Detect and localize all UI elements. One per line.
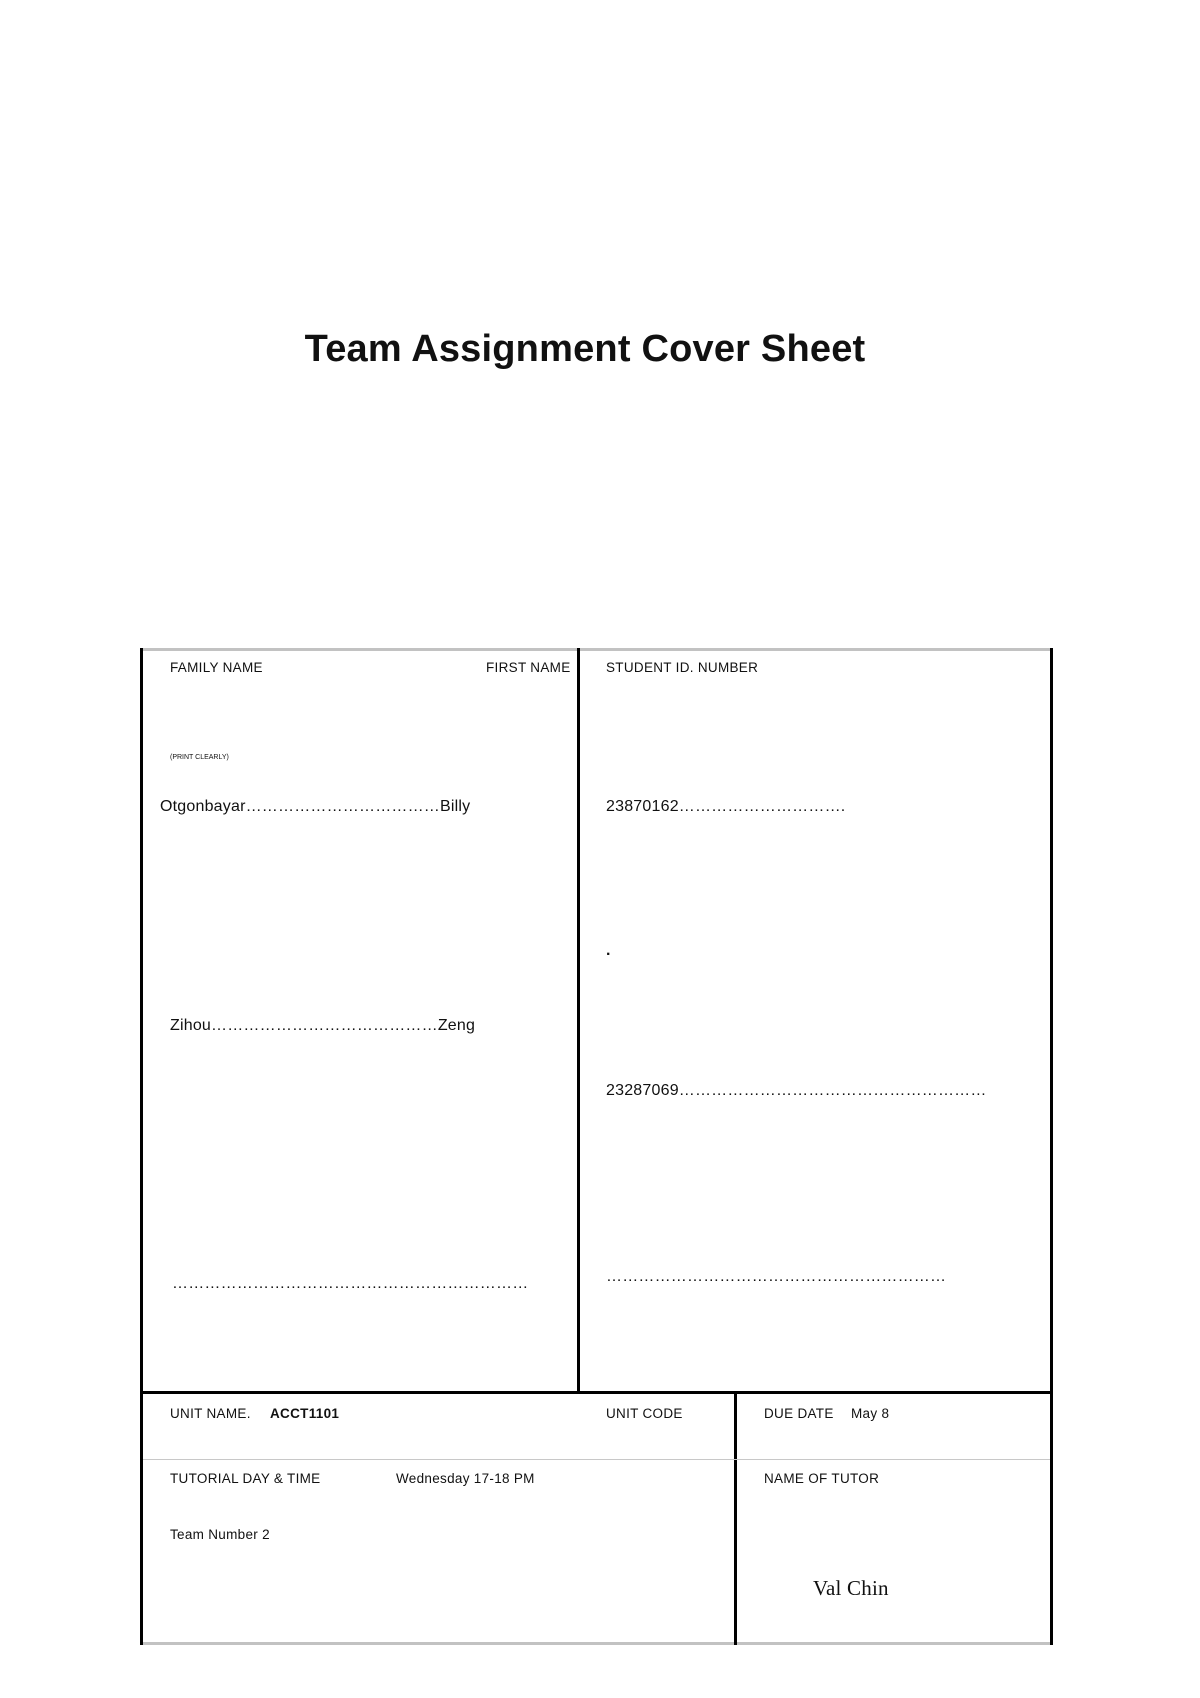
- form-left-border: [140, 648, 143, 1645]
- student-id-label: STUDENT ID. NUMBER: [606, 660, 759, 675]
- student-id-entry-3: 23287069…………………………………………………: [606, 1082, 987, 1099]
- column-divider: [577, 648, 580, 1393]
- student-name-entry-3: …………………………………………………………: [172, 1275, 529, 1292]
- family-name-label: FAMILY NAME: [170, 660, 263, 675]
- student-name-entry-2: Zihou……………………………………Zeng: [170, 1017, 476, 1034]
- due-date-label: DUE DATE: [764, 1406, 834, 1421]
- due-date-value: May 8: [851, 1406, 890, 1421]
- unit-name-label: UNIT NAME.: [170, 1406, 251, 1421]
- unit-code-label: UNIT CODE: [606, 1406, 683, 1421]
- student-id-entry-2: .: [606, 942, 611, 959]
- print-clearly-note: (PRINT CLEARLY): [170, 754, 229, 761]
- student-name-entry-1: Otgonbayar………………………………Billy: [160, 798, 471, 815]
- student-id-entry-1: 23870162………………………….: [606, 798, 846, 815]
- row-divider: [143, 1459, 1050, 1460]
- tutor-label: NAME OF TUTOR: [764, 1471, 880, 1486]
- page-title: Team Assignment Cover Sheet: [304, 328, 866, 370]
- lower-column-divider: [734, 1391, 737, 1645]
- form-right-border: [1050, 648, 1053, 1645]
- tutorial-label: TUTORIAL DAY & TIME: [170, 1471, 321, 1486]
- team-number-label: Team Number 2: [170, 1527, 270, 1542]
- student-id-entry-4: ………………………………………………………: [606, 1268, 947, 1285]
- section-divider: [140, 1391, 1053, 1394]
- first-name-label: FIRST NAME: [486, 660, 571, 675]
- form-top-border: [140, 648, 1053, 651]
- form-bottom-border: [140, 1642, 1053, 1645]
- cover-sheet-form: [140, 648, 1053, 1645]
- unit-name-value: ACCT1101: [270, 1406, 340, 1421]
- tutor-name-value: Val Chin: [813, 1576, 889, 1600]
- tutorial-value: Wednesday 17-18 PM: [396, 1471, 535, 1486]
